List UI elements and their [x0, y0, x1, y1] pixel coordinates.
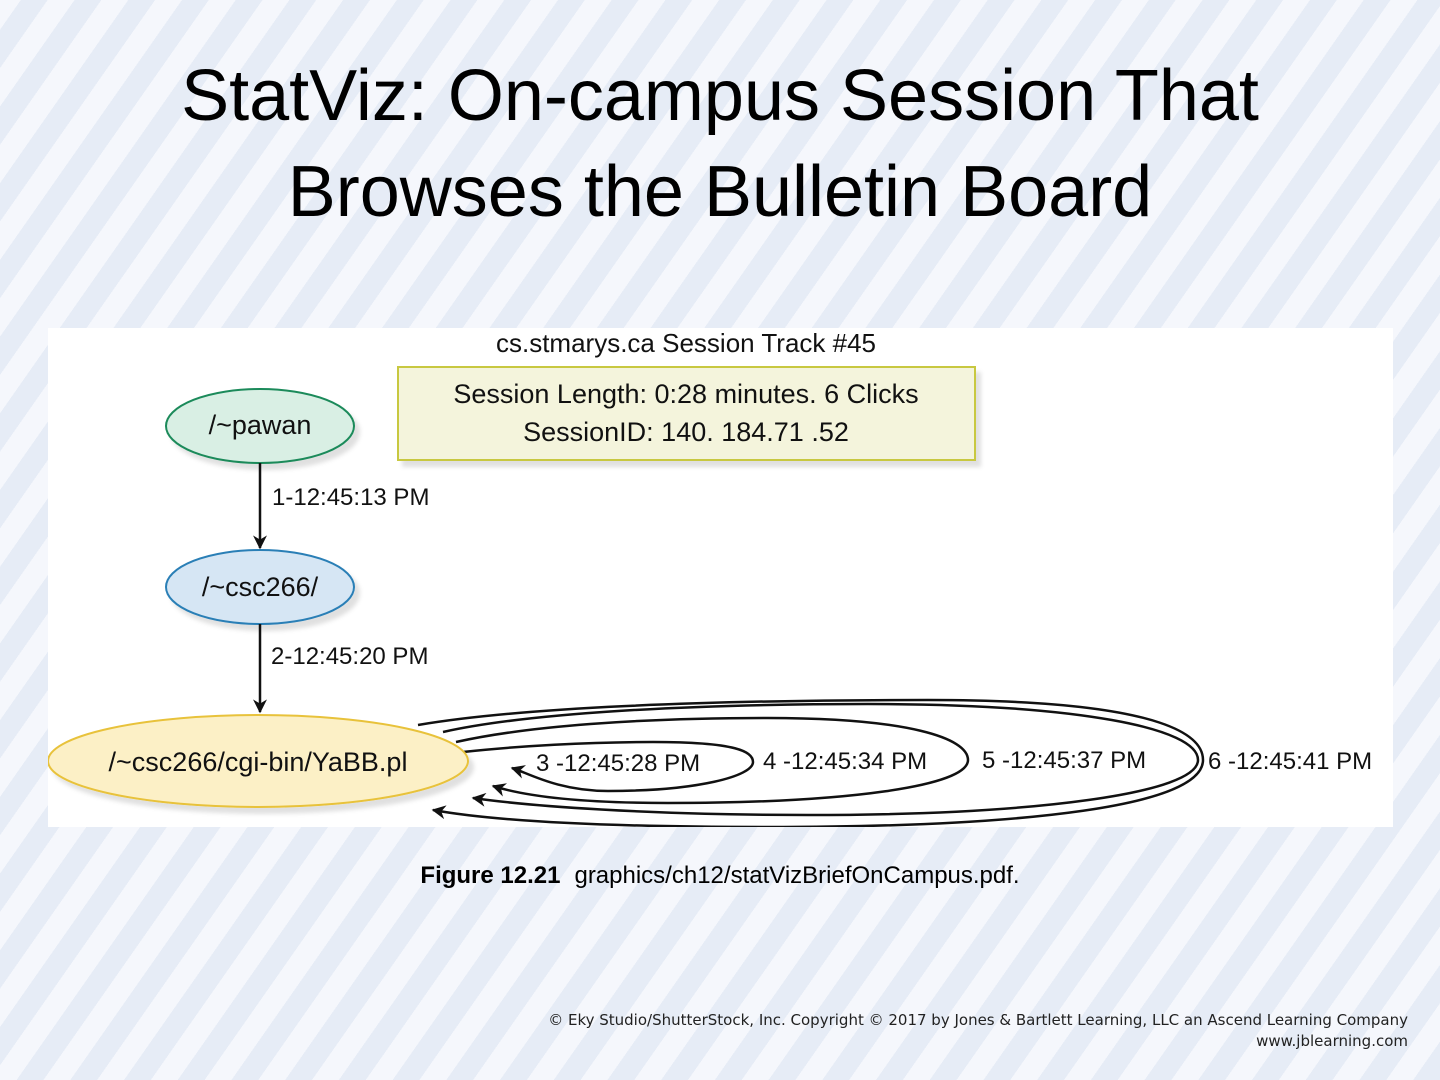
copyright-text: © Eky Studio/ShutterStock, Inc. Copyright © 2017 by Jones & Bartlett Learning, LLC an Ascend Learning Company	[548, 1011, 1408, 1029]
slide-title-line-1: StatViz: On-campus Session That	[181, 56, 1259, 136]
edge-3-label: 3 -12:45:28 PM	[536, 750, 701, 777]
node-csc266-label: /~csc266/	[201, 572, 319, 602]
edge-6-label: 6 -12:45:41 PM	[1208, 748, 1373, 775]
session-length-text: Session Length: 0:28 minutes. 6 Clicks	[453, 379, 919, 409]
slide-title	[0, 48, 1440, 240]
diagram-canvas	[48, 328, 1393, 827]
diagram-heading: cs.stmarys.ca Session Track #45	[495, 328, 877, 358]
publisher-url: www.jblearning.com	[1256, 1032, 1408, 1050]
node-yabb	[48, 715, 468, 807]
edge-5-label: 5 -12:45:37 PM	[982, 747, 1147, 774]
session-id-text: SessionID: 140. 184.71 .52	[523, 417, 849, 447]
node-pawan	[166, 389, 354, 463]
node-csc266	[166, 550, 354, 624]
figure-source-path: graphics/ch12/statVizBriefOnCampus.pdf.	[574, 862, 1020, 889]
node-pawan-label: /~pawan	[208, 410, 312, 440]
node-yabb-label: /~csc266/cgi-bin/YaBB.pl	[108, 747, 408, 777]
edge-4-label: 4 -12:45:34 PM	[763, 748, 928, 775]
session-track-diagram	[48, 328, 1393, 827]
figure-number: Figure 12.21	[420, 862, 561, 889]
edge-2-label: 2-12:45:20 PM	[271, 643, 429, 670]
slide-title-line-2: Browses the Bulletin Board	[287, 152, 1153, 232]
figure-caption	[0, 862, 1440, 890]
copyright-footer	[548, 1010, 1408, 1052]
edge-1-label: 1-12:45:13 PM	[272, 484, 430, 511]
